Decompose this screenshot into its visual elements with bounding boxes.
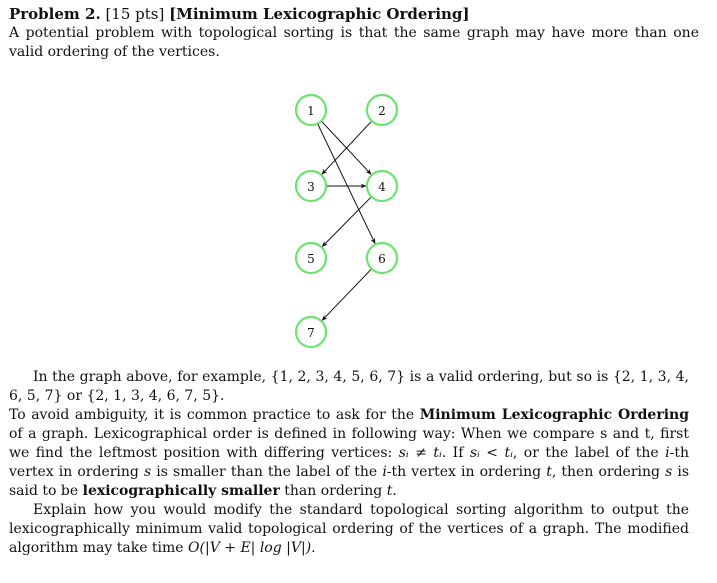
node-label: 3 xyxy=(307,180,315,194)
graph-node-3 xyxy=(296,171,326,201)
ordering-example-2: {2, 1, 3, 4, 6, 5, 7} xyxy=(9,369,689,404)
ordering-example-3: {2, 1, 3, 4, 6, 7, 5} xyxy=(86,388,221,404)
paragraph-question xyxy=(9,501,689,558)
paragraph-definition xyxy=(9,406,689,501)
text-span: , or the label of the xyxy=(512,445,666,461)
term-lexicographically-smaller: lexicographically smaller xyxy=(82,483,280,499)
node-label: 2 xyxy=(378,104,386,118)
graph-node-6 xyxy=(367,243,397,273)
text-span: than ordering xyxy=(279,483,387,499)
graph-node-5 xyxy=(296,243,326,273)
graph-node-1 xyxy=(296,95,326,125)
term-minimum-lexicographic-ordering: Minimum Lexicographic Ordering xyxy=(419,407,689,423)
text-span: is a valid ordering, but so is xyxy=(405,369,613,385)
math-i: i xyxy=(382,464,387,480)
paragraph-example xyxy=(9,368,689,406)
node-label: 6 xyxy=(378,252,386,266)
math-i: i xyxy=(665,445,670,461)
body-text xyxy=(9,368,689,558)
text-span: , then ordering xyxy=(551,464,666,480)
node-label: 5 xyxy=(307,252,315,266)
graph-svg xyxy=(280,90,420,350)
intro-paragraph: A potential problem with topological sorting is that the same graph may have more than one valid ordering of the vertices. xyxy=(9,25,699,60)
graph-edges xyxy=(317,121,375,320)
node-label: 4 xyxy=(378,180,386,194)
graph-node-7 xyxy=(296,317,326,347)
node-label: 7 xyxy=(307,326,315,340)
text-span: is said to be xyxy=(9,464,690,499)
text-span: . xyxy=(220,388,225,404)
math-t: t xyxy=(386,483,393,499)
ordering-example-1: {1, 2, 3, 4, 5, 6, 7} xyxy=(270,369,406,385)
math-inequality: sᵢ ≠ tᵢ xyxy=(398,445,442,461)
text-span: . xyxy=(311,540,316,556)
math-t: t xyxy=(546,464,552,480)
edge-6-7 xyxy=(322,269,372,321)
graph-figure xyxy=(280,90,420,350)
problem-points: [15 pts] xyxy=(105,5,165,23)
problem-title: [Minimum Lexicographic Ordering] xyxy=(169,5,470,23)
text-span: is smaller than the label of the xyxy=(151,464,383,480)
text-span: -th vertex in ordering xyxy=(9,445,689,480)
text-span: of a graph. Lexicographical order is defined in following way: When we compare s and t, first we find the leftmost position with differing vertices: xyxy=(9,426,689,461)
text-span: In the graph above, for example, xyxy=(33,369,271,385)
graph-node-2 xyxy=(367,95,397,125)
math-s: s xyxy=(143,464,152,480)
text-span: To avoid ambiguity, it is common practice to ask for the xyxy=(9,407,420,423)
text-span: . xyxy=(392,483,397,499)
node-label: 1 xyxy=(307,104,315,118)
text-span: Explain how you would modify the standard topological sorting algorithm to output the lexicographically minimum valid topological ordering of the vertices of a graph. The modified algorithm may take time xyxy=(9,502,689,556)
math-s: s xyxy=(665,464,673,480)
graph-nodes xyxy=(296,95,397,347)
problem-label: Problem 2. xyxy=(9,5,101,23)
text-span: . If xyxy=(441,445,470,461)
math-less-than: sᵢ < tᵢ xyxy=(469,445,513,461)
text-span: -th vertex in ordering xyxy=(386,464,547,480)
text-span: or xyxy=(62,388,87,404)
graph-node-4 xyxy=(367,171,397,201)
math-complexity: O(|V + E| log |V|) xyxy=(188,540,312,556)
problem-heading xyxy=(9,4,709,24)
